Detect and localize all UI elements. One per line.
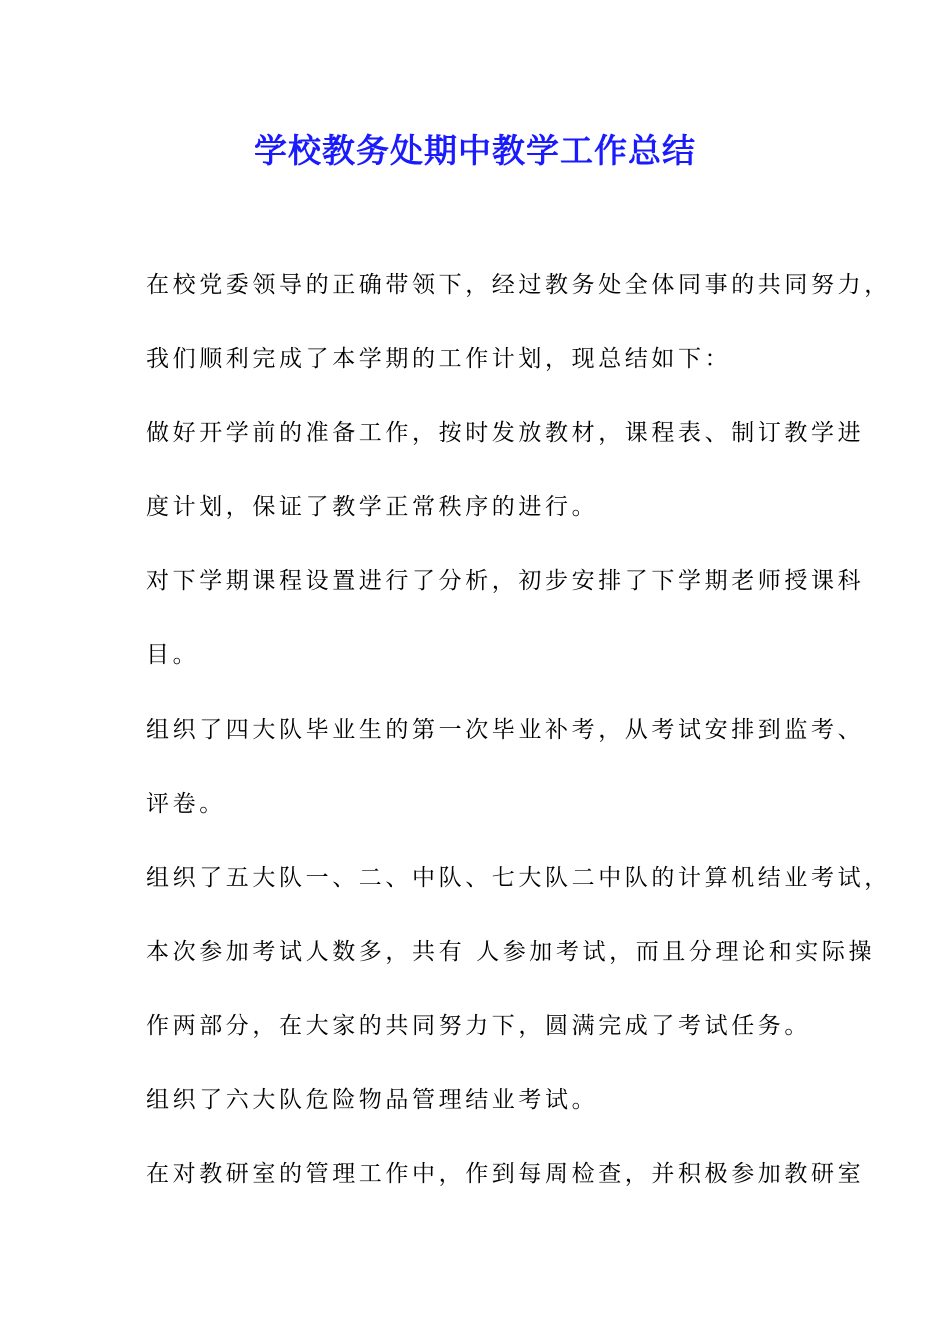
body-line: 评卷。 (146, 790, 226, 817)
document-body (146, 265, 891, 1228)
body-line: 对下学期课程设置进行了分析，初步安排了下学期老师授课科 (146, 568, 865, 595)
body-line: 组织了五大队一、二、中队、七大队二中队的计算机结业考试， (146, 864, 891, 891)
body-line: 度计划，保证了教学正常秩序的进行。 (146, 494, 599, 521)
body-line: 做好开学前的准备工作，按时发放教材，课程表、制订教学进 (146, 420, 865, 447)
body-line: 目。 (146, 642, 200, 669)
body-line: 本次参加考试人数多，共有 人参加考试，而且分理论和实际操 (146, 938, 876, 965)
body-line: 在对教研室的管理工作中，作到每周检查，并积极参加教研室 (146, 1161, 865, 1188)
body-line: 我们顺利完成了本学期的工作计划，现总结如下： (146, 346, 732, 373)
document-title: 学校教务处期中教学工作总结 (254, 131, 696, 170)
body-line: 作两部分，在大家的共同努力下，圆满完成了考试任务。 (146, 1012, 811, 1039)
body-line: 组织了六大队危险物品管理结业考试。 (146, 1087, 599, 1114)
body-line: 组织了四大队毕业生的第一次毕业补考，从考试安排到监考、 (146, 716, 865, 743)
body-line: 在校党委领导的正确带领下，经过教务处全体同事的共同努力， (146, 272, 891, 298)
